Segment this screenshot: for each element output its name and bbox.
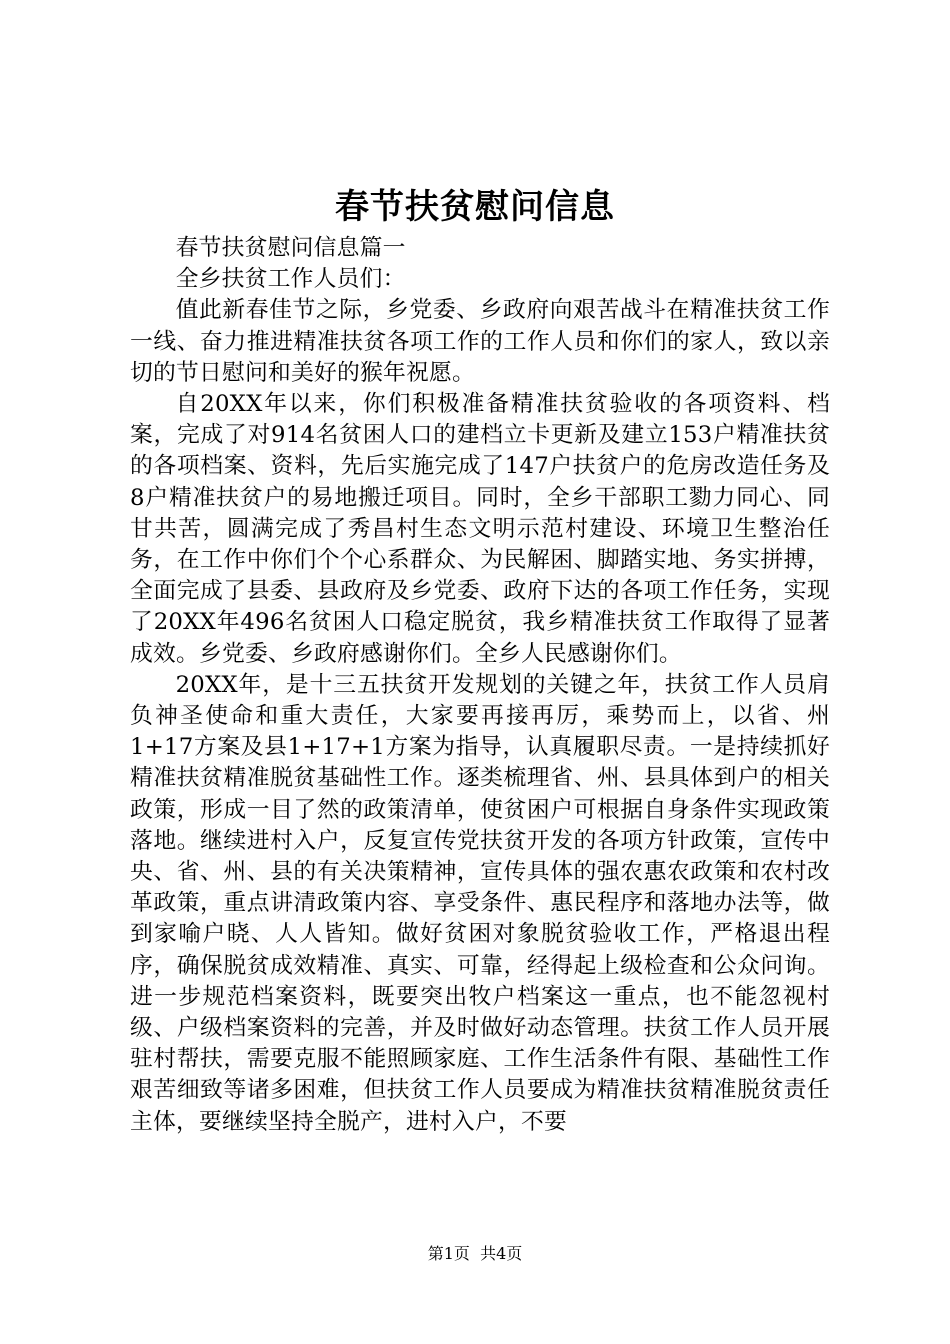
paragraph-achievements: 自20XX年以来，你们积极准备精准扶贫验收的各项资料、档案，完成了对914名贫困人口的建档立卡更新及建立153户精准扶贫的各项档案、资料，先后实施完成了147户扶贫户的危房改造任务及8户精准扶贫户的易地搬迁项目。同时，全乡干部职工勠力同心、同甘共苦，圆满完成了秀昌村生态文明示范村建设、环境卫生整治任务，在工作中你们个个心系群众、为民解困、脚踏实地、务实拼搏，全面完成了县委、县政府及乡党委、政府下达的各项工作任务，实现了20XX年496名贫困人口稳定脱贫，我乡精准扶贫工作取得了显著成效。乡党委、乡政府感谢你们。全乡人民感谢你们。 — [130, 391, 830, 667]
document-body — [130, 233, 830, 1138]
page-number: 第1页 共4页 — [427, 1244, 523, 1263]
paragraph-greeting: 值此新春佳节之际，乡党委、乡政府向艰苦战斗在精准扶贫工作一线、奋力推进精准扶贫各项工作的工作人员和你们的家人，致以亲切的节日慰问和美好的猴年祝愿。 — [130, 297, 830, 386]
section-heading: 春节扶贫慰问信息篇一 — [175, 235, 406, 261]
salutation: 全乡扶贫工作人员们： — [175, 266, 406, 293]
page-footer — [0, 1242, 950, 1266]
paragraph-tasks: 20XX年，是十三五扶贫开发规划的关键之年，扶贫工作人员肩负神圣使命和重大责任，大家要再接再厉，乘势而上，以省、州1+17方案及县1+17+1方案为指导，认真履职尽责。一是持续抓好精准扶贫精准脱贫基础性工作。逐类梳理省、州、县具体到户的相关政策，形成一目了然的政策清单，使贫困户可根据自身条件实现政策落地。继续进村入户，反复宣传党扶贫开发的各项方针政策，宣传中央、省、州、县的有关决策精神，宣传具体的强农惠农政策和农村改革政策，重点讲清政策内容、享受条件、惠民程序和落地办法等，做到家喻户晓、人人皆知。做好贫困对象脱贫验收工作，严格退出程序，确保脱贫成效精准、真实、可靠，经得起上级检查和公众问询。进一步规范档案资料，既要突出牧户档案这一重点，也不能忽视村级、户级档案资料的完善，并及时做好动态管理。扶贫工作人员开展驻村帮扶，需要克服不能照顾家庭、工作生活条件有限、基础性工作艰苦细致等诸多困难，但扶贫工作人员要成为精准扶贫精准脱贫责任主体，要继续坚持全脱产，进村入户，不要 — [130, 671, 830, 1135]
page-title: 春节扶贫慰问信息 — [335, 187, 615, 227]
